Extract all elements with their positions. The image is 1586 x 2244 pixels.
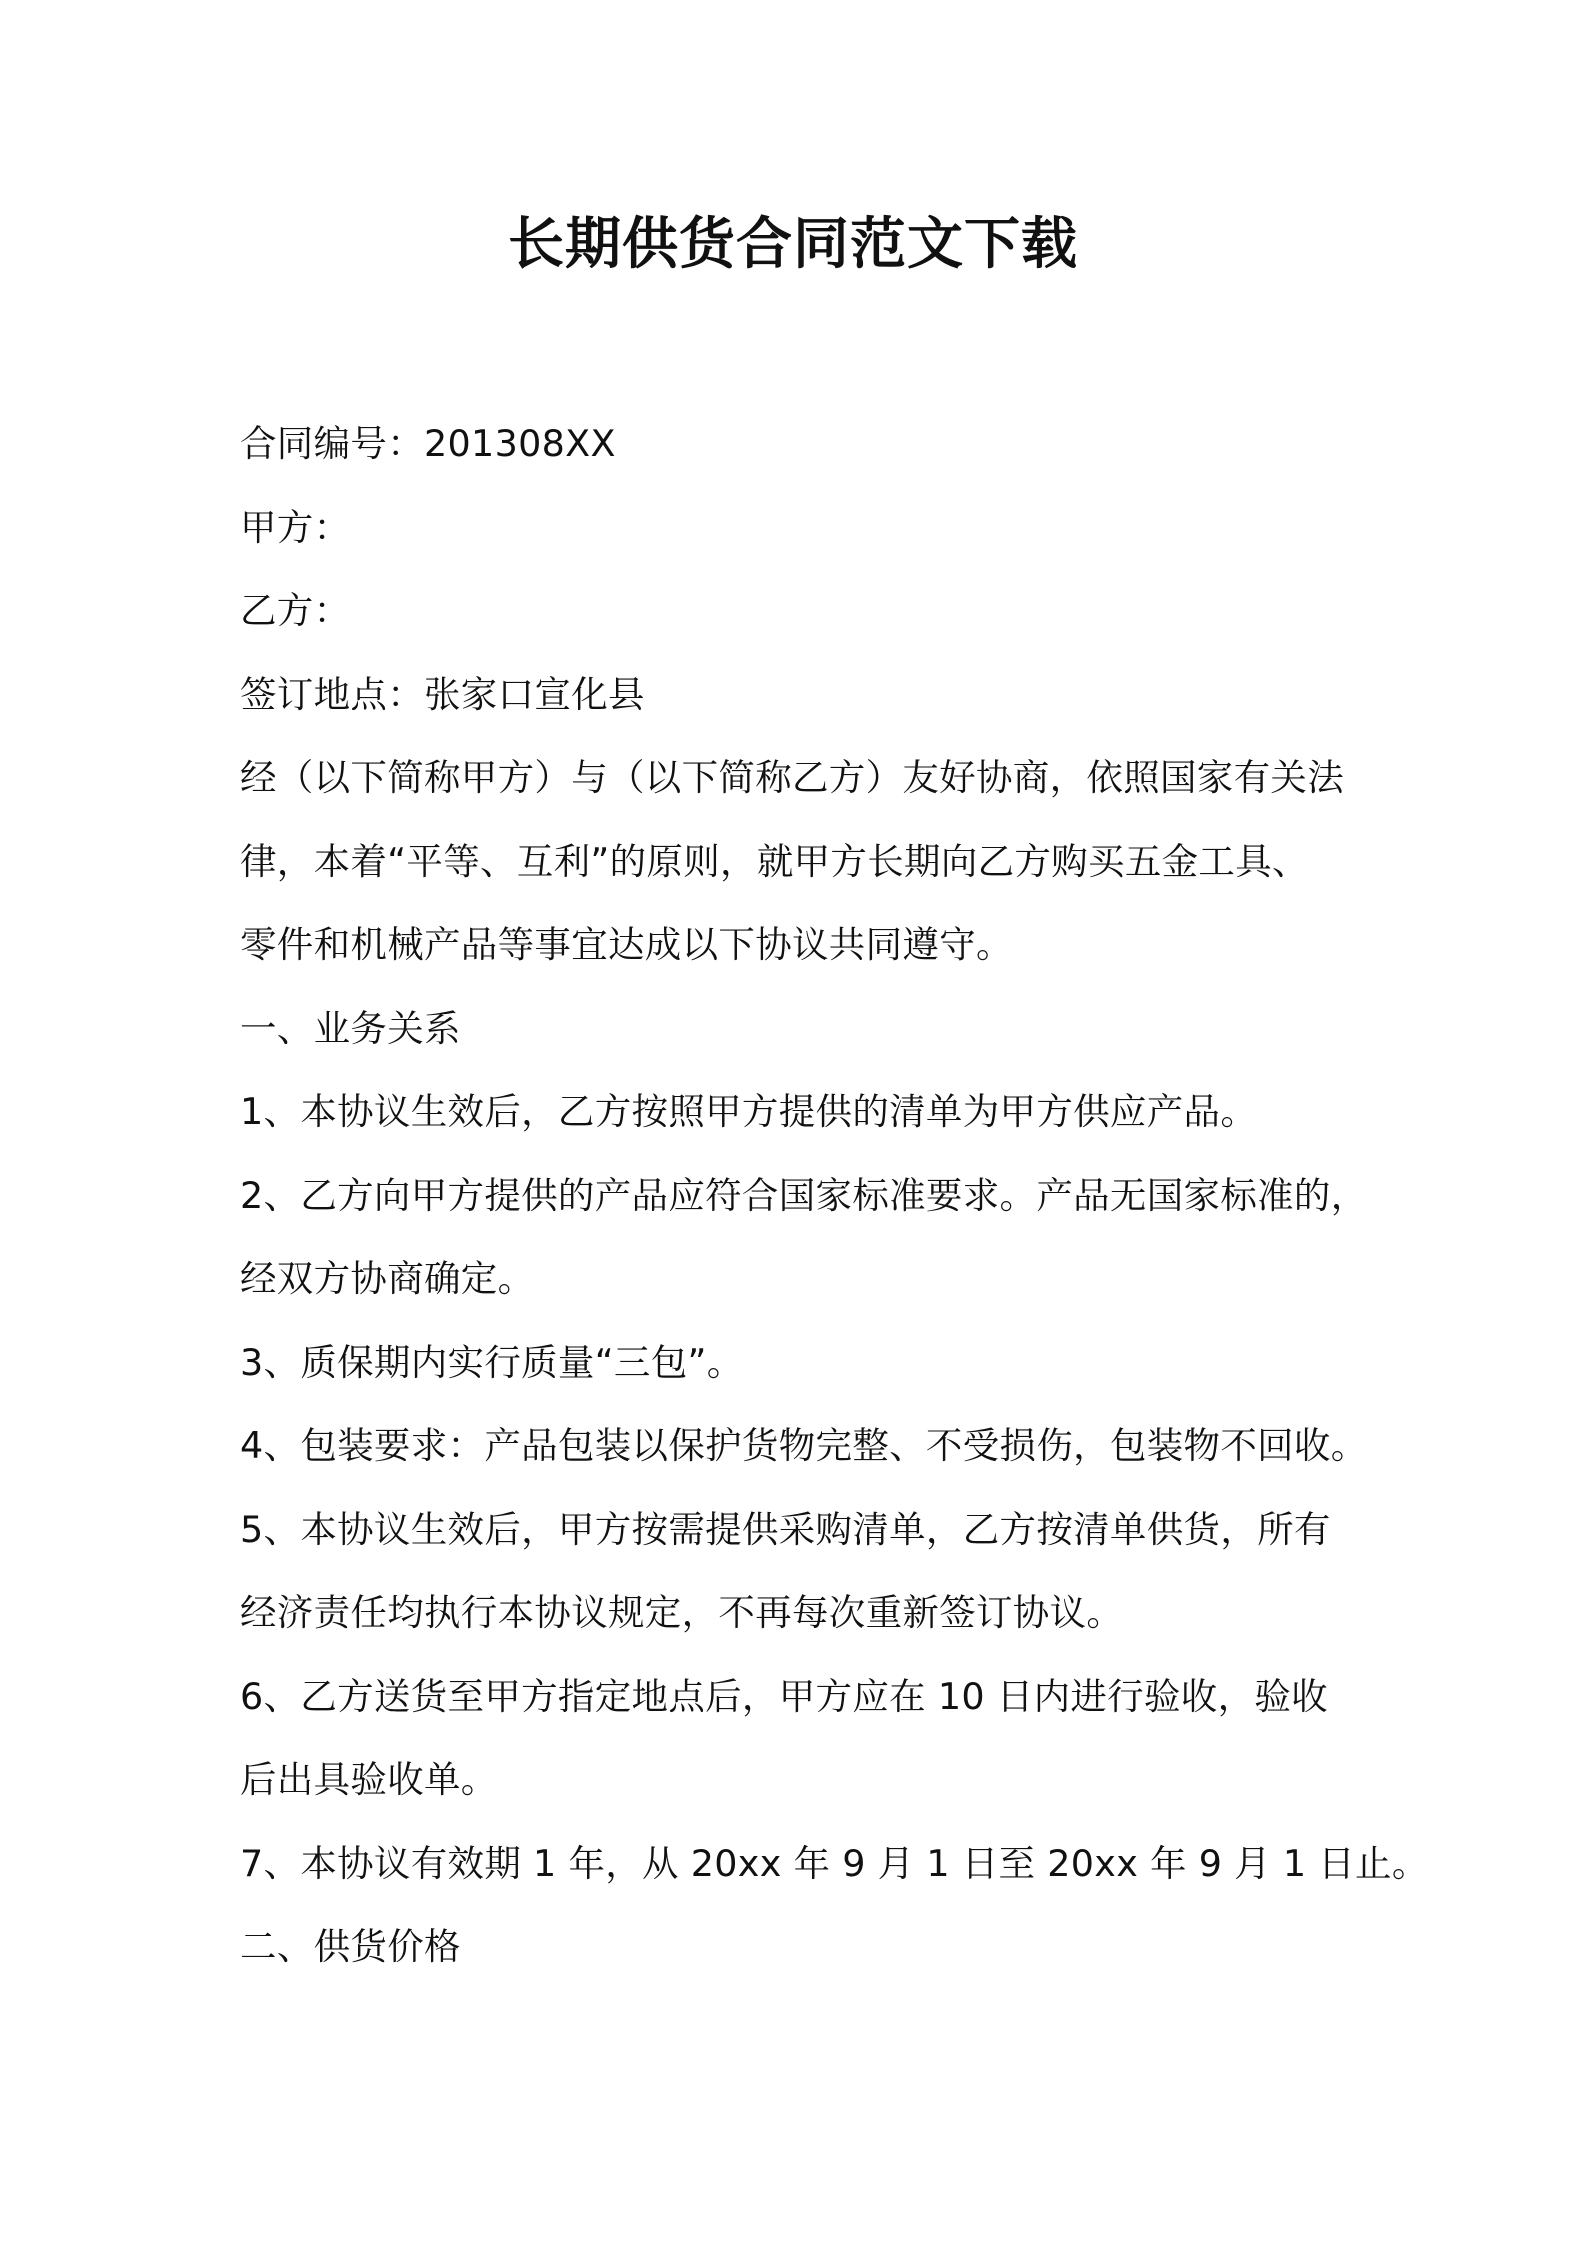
clause-5-line-1: 5、本协议生效后，甲方按需提供采购清单，乙方按清单供货，所有 [240, 1507, 1331, 1551]
document-title: 长期供货合同范文下载 [508, 212, 1078, 277]
section-heading-2: 二、供货价格 [240, 1925, 461, 1968]
preamble-line-2: 律，本着“平等、互利”的原则，就甲方长期向乙方购买五金工具、 [240, 839, 1309, 883]
preamble-line-3: 零件和机械产品等事宜达成以下协议共同遵守。 [240, 923, 1013, 966]
party-b-line: 乙方： [240, 589, 351, 632]
party-a-line: 甲方： [240, 505, 351, 549]
clause-1: 1、本协议生效后，乙方按照甲方提供的清单为甲方供应产品。 [240, 1090, 1258, 1133]
contract-number-line: 合同编号：201308XX [240, 422, 616, 465]
clause-6-line-2: 后出具验收单。 [240, 1758, 498, 1801]
clause-7: 7、本协议有效期 1 年，从 20xx 年 9 月 1 日至 20xx 年 9 月 1 日止。 [240, 1841, 1429, 1885]
clause-2-line-1: 2、乙方向甲方提供的产品应符合国家标准要求。产品无国家标准的， [240, 1173, 1368, 1217]
clause-3: 3、质保期内实行质量“三包”。 [240, 1340, 744, 1384]
preamble-line-1: 经（以下简称甲方）与（以下简称乙方）友好协商，依照国家有关法 [240, 756, 1344, 799]
section-heading-1: 一、业务关系 [240, 1006, 461, 1050]
clause-5-line-2: 经济责任均执行本协议规定，不再每次重新签订协议。 [240, 1591, 1124, 1634]
clause-2-line-2: 经双方协商确定。 [240, 1257, 535, 1300]
clause-4: 4、包装要求：产品包装以保护货物完整、不受损伤，包装物不回收。 [240, 1424, 1368, 1467]
clause-6-line-1: 6、乙方送货至甲方指定地点后，甲方应在 10 日内进行验收，验收 [240, 1674, 1328, 1718]
signing-place-line: 签订地点：张家口宣化县 [240, 672, 645, 716]
document-body [240, 402, 1429, 1989]
